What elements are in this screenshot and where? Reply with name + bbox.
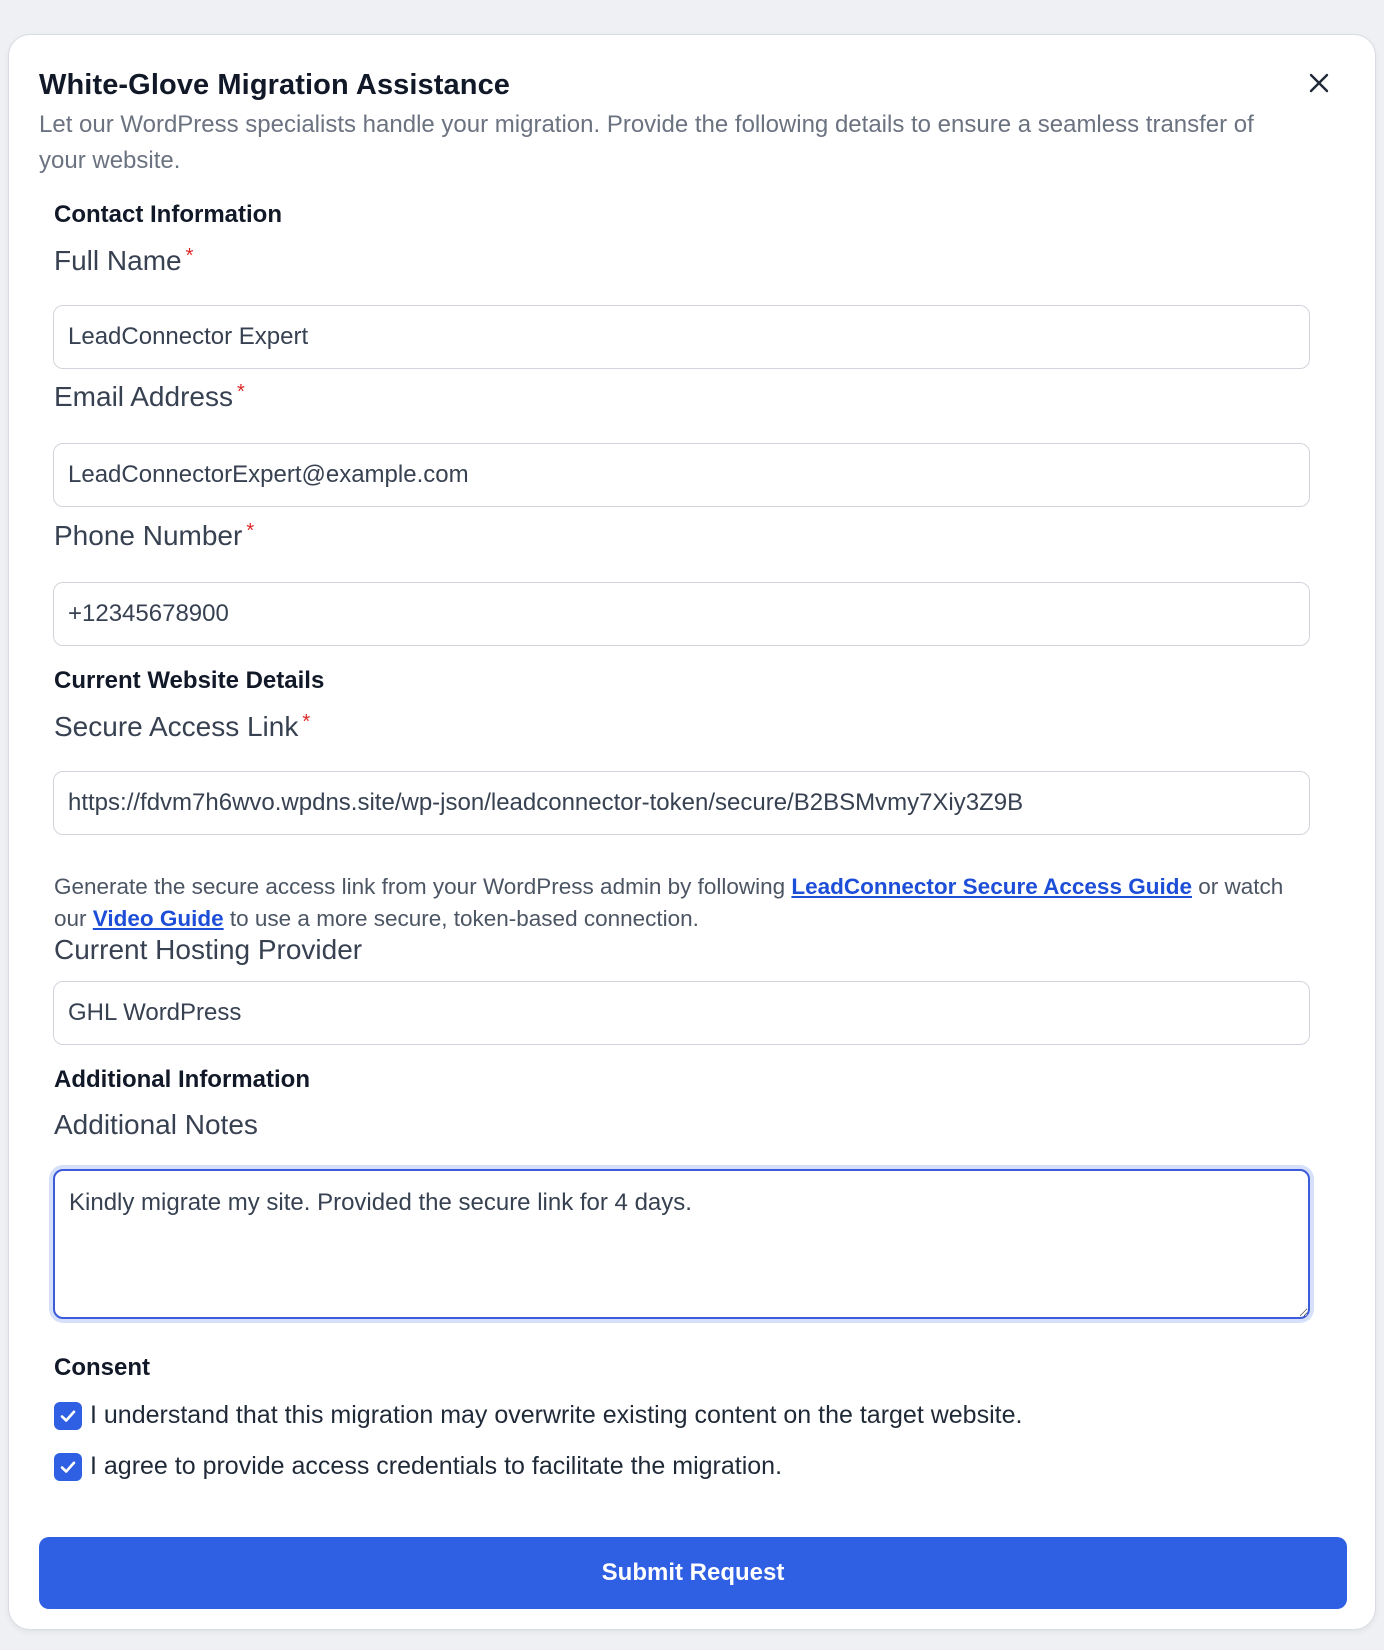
full-name-label — [54, 245, 193, 277]
migration-modal — [8, 34, 1376, 1630]
section-additional-heading: Additional Information — [54, 1066, 310, 1093]
consent-checkbox-credentials[interactable] — [54, 1453, 82, 1481]
close-icon — [1309, 73, 1329, 93]
notes-textarea[interactable] — [53, 1169, 1310, 1319]
section-consent-heading: Consent — [54, 1354, 150, 1381]
required-marker: * — [302, 711, 311, 733]
section-contact-heading: Contact Information — [54, 201, 282, 228]
email-label-text: Email Address — [54, 381, 233, 412]
secure-link-label-text: Secure Access Link — [54, 711, 299, 742]
modal-title: White-Glove Migration Assistance — [39, 69, 511, 101]
hosting-input[interactable] — [53, 981, 1310, 1045]
secure-access-guide-link[interactable]: LeadConnector Secure Access Guide — [791, 874, 1192, 899]
helper-text-1: Generate the secure access link from your WordPress admin by following — [54, 874, 792, 899]
required-marker: * — [236, 381, 245, 403]
hosting-label — [54, 934, 362, 966]
consent-label-overwrite: I understand that this migration may overwrite existing content on the target website. — [90, 1401, 1023, 1429]
consent-item-overwrite — [54, 1401, 1022, 1430]
modal-subtitle: Let our WordPress specialists handle your migration. Provide the following details to ensure a seamless transfer of your website. — [39, 111, 1254, 174]
checkmark-icon — [59, 1407, 77, 1425]
consent-checkbox-overwrite[interactable] — [54, 1402, 82, 1430]
consent-item-credentials — [54, 1452, 782, 1481]
notes-label-text: Additional Notes — [54, 1109, 258, 1140]
hosting-label-text: Current Hosting Provider — [54, 934, 363, 965]
full-name-input[interactable] — [53, 305, 1310, 369]
close-button[interactable] — [1301, 65, 1337, 101]
consent-label-credentials: I agree to provide access credentials to facilitate the migration. — [90, 1452, 783, 1480]
secure-link-input[interactable] — [53, 771, 1310, 835]
full-name-label-text: Full Name — [54, 245, 182, 276]
section-website-heading: Current Website Details — [54, 667, 325, 694]
submit-request-button[interactable]: Submit Request — [39, 1537, 1347, 1609]
secure-link-helper — [54, 871, 1314, 935]
helper-text-2: or watch our — [54, 874, 1284, 931]
required-marker: * — [246, 520, 255, 542]
phone-label-text: Phone Number — [54, 520, 243, 551]
checkmark-icon — [59, 1458, 77, 1476]
phone-label — [54, 520, 254, 552]
notes-label — [54, 1109, 258, 1141]
email-label — [54, 381, 245, 413]
email-input[interactable] — [53, 443, 1310, 507]
required-marker: * — [185, 245, 194, 267]
video-guide-link[interactable]: Video Guide — [92, 906, 224, 931]
secure-link-label — [54, 711, 310, 743]
phone-input[interactable] — [53, 582, 1310, 646]
helper-text-3: to use a more secure, token-based connection. — [223, 906, 699, 931]
